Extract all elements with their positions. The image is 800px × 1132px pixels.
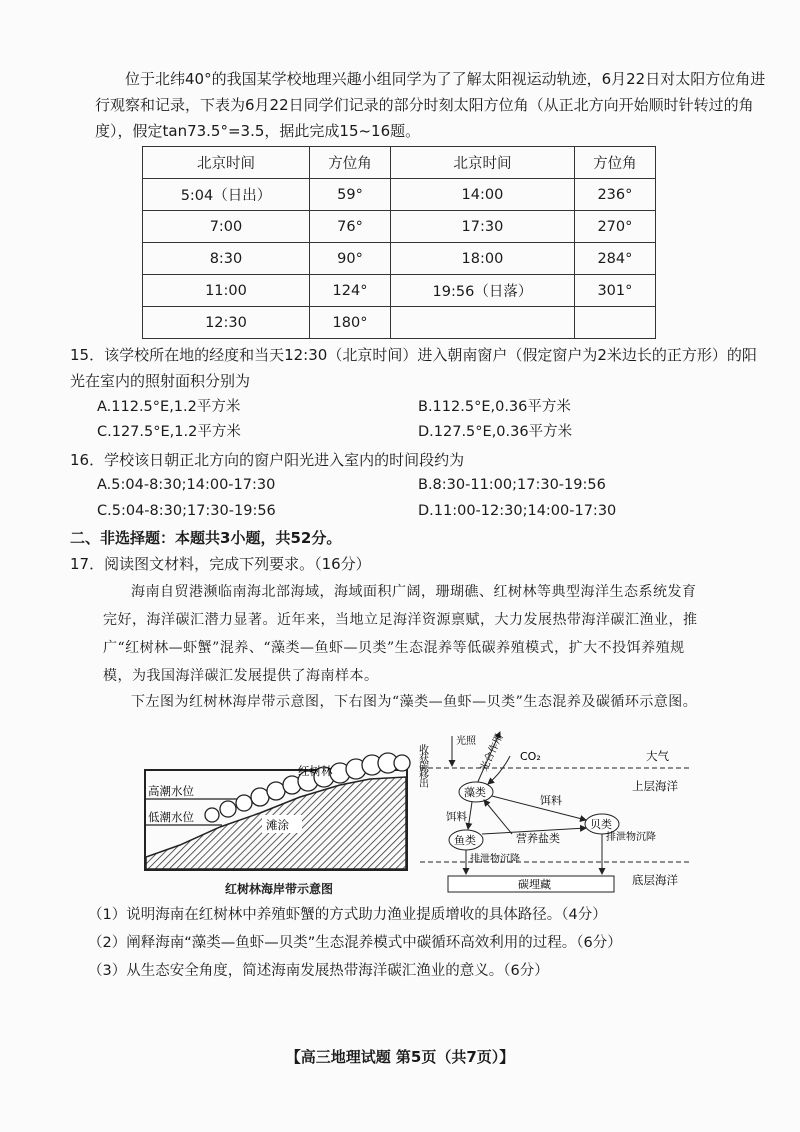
table-header-row: [143, 147, 656, 179]
table-cell: 90°: [309, 243, 390, 275]
table-header: 方位角: [574, 147, 655, 179]
harvest-label: 收获碳移出: [416, 744, 428, 788]
table-cell: 19:56（日落）: [391, 275, 575, 307]
atmosphere-label: 大气: [646, 749, 669, 763]
table-cell: 14:00: [391, 179, 575, 211]
question-16-stem: 16．学校该日朝正北方向的窗户阳光进入室内的时间段约为: [70, 451, 465, 469]
excretion-label-1: 排泄物沉降: [470, 854, 520, 865]
co2-label: CO₂: [520, 750, 541, 763]
question-17-stem: 17．阅读图文材料，完成下列要求。（16分）: [70, 555, 371, 573]
table-row: [143, 243, 656, 275]
upper-ocean-label: 上层海洋: [632, 779, 678, 793]
table-header: 方位角: [309, 147, 390, 179]
tidal-flat-label: 滩涂: [266, 818, 289, 832]
table-cell: 18:00: [391, 243, 575, 275]
mangrove-coast-diagram: [140, 735, 420, 895]
q17-sub-1: （1）说明海南在红树林中养殖虾蟹的方式助力渔业提质增收的具体路径。（4分）: [88, 907, 607, 923]
table-cell: [391, 307, 575, 339]
question-15-stem: 15．该学校所在地的经度和当天12:30（北京时间）进入朝南窗户（假定窗户为2米边长的正方形）的阳光在室内的照射面积分别为: [70, 346, 757, 390]
sun-azimuth-table: [142, 146, 656, 339]
table-cell: 11:00: [143, 275, 310, 307]
carbon-burial-label: 碳埋藏: [518, 878, 551, 891]
light-label: 光照: [456, 736, 476, 747]
table-row: [143, 211, 656, 243]
feed-label-1: 饵料: [540, 794, 562, 807]
q16-option-a: A.5:04-8:30;14:00-17:30: [97, 477, 276, 493]
table-cell: 7:00: [143, 211, 310, 243]
table-header: 北京时间: [143, 147, 310, 179]
excretion-label-2: 排泄物沉降: [606, 832, 656, 843]
table-cell: 284°: [574, 243, 655, 275]
table-cell: 270°: [574, 211, 655, 243]
table-cell: [574, 307, 655, 339]
table-cell: 59°: [309, 179, 390, 211]
table-cell: 17:30: [391, 211, 575, 243]
nutrients-label: 营养盐类: [516, 832, 560, 845]
q15-option-b: B.112.5°E,0.36平方米: [418, 399, 571, 415]
q16-option-c: C.5:04-8:30;17:30-19:56: [97, 503, 276, 519]
table-row: [143, 307, 656, 339]
intro-paragraph: 位于北纬40°的我国某学校地理兴趣小组同学为了了解太阳视运动轨迹，6月22日对太阳方位角进行观察和记录，下表为6月22日同学们记录的部分时刻太阳方位角（从正北方向开始顺时针转过的角度），假定tan73.5°=3.5，据此完成15~16题。: [95, 70, 766, 140]
algae-node: 藻类: [464, 786, 486, 799]
q15-option-d: D.127.5°E,0.36平方米: [418, 424, 573, 440]
table-cell: 5:04（日出）: [143, 179, 310, 211]
table-row: [143, 275, 656, 307]
q17-figure-intro: 下左图为红树林海岸带示意图，下右图为“藻类—鱼虾—贝类”生态混养及碳循环示意图。: [131, 694, 698, 710]
q16-option-d: D.11:00-12:30;14:00-17:30: [418, 503, 617, 519]
low-tide-label: 低潮水位: [148, 810, 194, 824]
table-cell: 124°: [309, 275, 390, 307]
q17-sub-2: （2）阐释海南“藻类—鱼虾—贝类”生态混养模式中碳循环高效利用的过程。（6分）: [88, 935, 622, 951]
table-row: [143, 179, 656, 211]
q15-option-a: A.112.5°E,1.2平方米: [97, 399, 241, 415]
left-figure-caption: 红树林海岸带示意图: [225, 882, 334, 896]
mangrove-label: 红树林: [298, 764, 333, 778]
high-tide-label: 高潮水位: [148, 784, 194, 798]
fish-node: 鱼类: [454, 834, 476, 847]
shellfish-node: 贝类: [590, 818, 612, 831]
q15-option-c: C.127.5°E,1.2平方米: [97, 424, 241, 440]
table-cell: 236°: [574, 179, 655, 211]
table-header: 北京时间: [391, 147, 575, 179]
table-cell: 301°: [574, 275, 655, 307]
table-cell: 12:30: [143, 307, 310, 339]
section-heading: 二、非选择题：本题共3小题，共52分。: [70, 529, 342, 547]
feed-label-2: 饵料: [446, 811, 467, 823]
bottom-ocean-label: 底层海洋: [632, 873, 678, 887]
q16-option-b: B.8:30-11:00;17:30-19:56: [418, 477, 606, 493]
q17-sub-3: （3）从生态安全角度，简述海南发展热带海洋碳汇渔业的意义。（6分）: [88, 963, 549, 979]
table-cell: 76°: [309, 211, 390, 243]
photosynthesis-label: 光合作用: [478, 732, 506, 774]
q17-material: 海南自贸港濒临南海北部海域，海域面积广阔，珊瑚礁、红树林等典型海洋生态系统发育完好，海洋碳汇潜力显著。近年来，当地立足海洋资源禀赋，大力发展热带海洋碳汇渔业，推广“红树林—虾蟹”混养、“藻类—鱼虾—贝类”生态混养等低碳养殖模式，扩大不投饵养殖规模，为我国海洋碳汇发展提供了海南样本。: [103, 584, 698, 684]
table-cell: 8:30: [143, 243, 310, 275]
carbon-cycle-diagram: [416, 726, 700, 898]
table-cell: 180°: [309, 307, 390, 339]
page-footer: 【高三地理试题 第5页（共7页）】: [285, 1048, 515, 1066]
